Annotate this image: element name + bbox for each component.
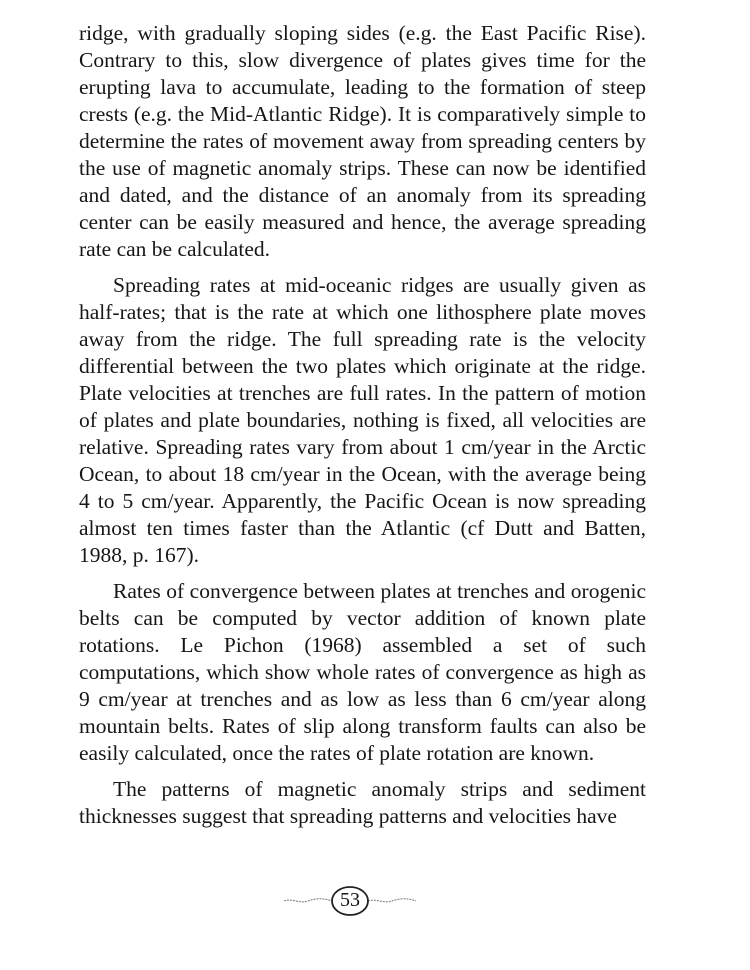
page-number: 53 bbox=[340, 889, 360, 911]
page-number-ornament bbox=[280, 884, 420, 918]
body-text bbox=[79, 20, 646, 830]
paragraph-2: Spreading rates at mid-oceanic ridges are usually given as half-rates; that is the rate at which one lithosphere plate moves away from the ridge. The full spreading rate is the velocity differential between the two plates which originate at the ridge. Plate velocities at trenches are full rates. In the pattern of motion of plates and plate boundaries, nothing is fixed, all velocities are relative. Spreading rates vary from about 1 cm/year in the Arctic Ocean, to about 18 cm/year in the Ocean, with the average being 4 to 5 cm/year. Apparently, the Pacific Ocean is now spreading almost ten times faster than the Atlantic (cf Dutt and Batten, 1988, p. 167). bbox=[79, 273, 646, 567]
paragraph-1: ridge, with gradually sloping sides (e.g. the East Pacific Rise). Contrary to this, slow divergence of plates gives time for the erupting lava to accumulate, leading to the formation of steep crests (e.g. the Mid-Atlantic Ridge). It is comparatively simple to determine the rates of movement away from spreading centers by the use of magnetic anomaly strips. These can now be identified and dated, and the distance of an anomaly from its spreading center can be easily measured and hence, the average spreading rate can be calculated. bbox=[79, 21, 646, 261]
paragraph-3: Rates of convergence between plates at trenches and orogenic belts can be computed by vector addition of known plate rotations. Le Pichon (1968) assembled a set of such computations, which show whole rates of convergence as high as 9 cm/year at trenches and as low as less than 6 cm/year along mountain belts. Rates of slip along transform faults can also be easily calculated, once the rates of plate rotation are known. bbox=[79, 579, 646, 765]
paragraph-4: The patterns of magnetic anomaly strips and sediment thicknesses suggest that spreading patterns and velocities have bbox=[79, 777, 646, 828]
